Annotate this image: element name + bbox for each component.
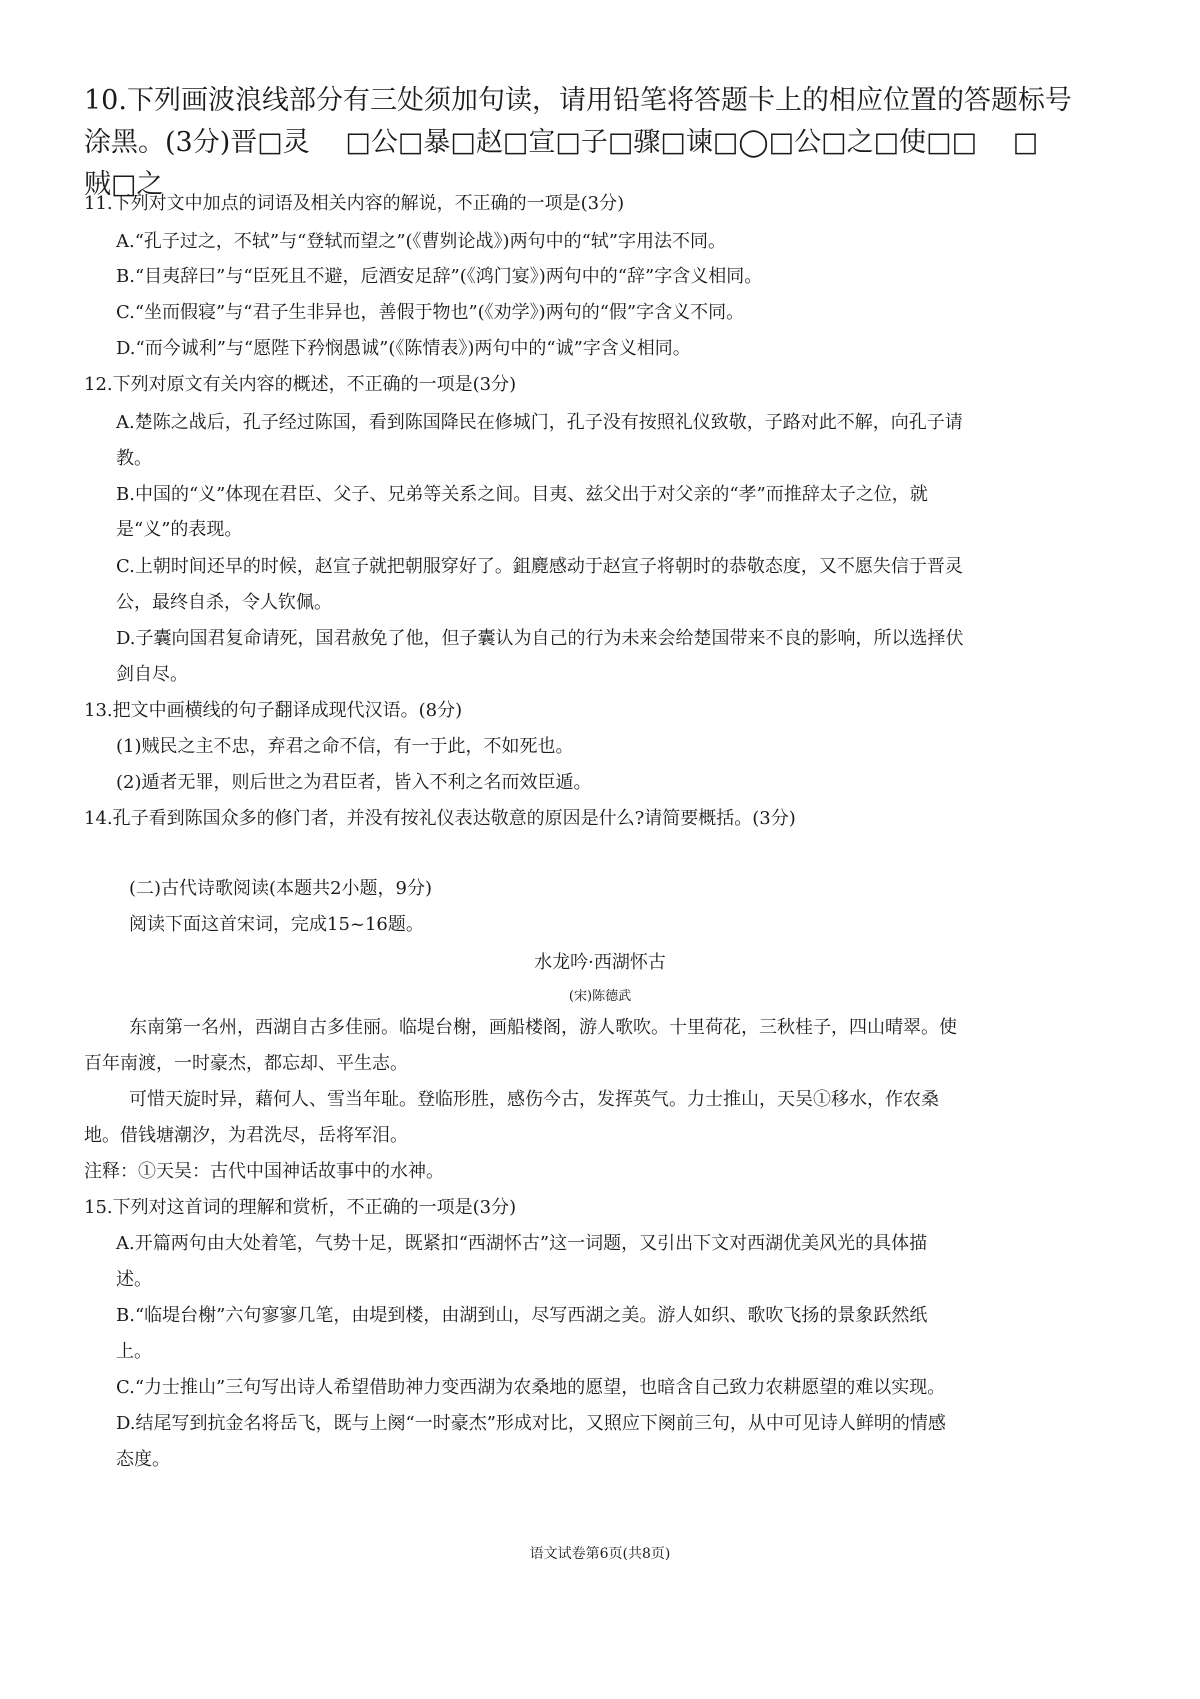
poem-stanza-2-line-1: 可惜天旋时异，藉何人、雪当年耻。登临形胜，感伤今古，发挥英气。力士推山，天吴①移水，作农桑	[129, 1089, 939, 1110]
q15-option-b-line-1: B.“临堤台榭”六句寥寥几笔，由堤到楼，由湖到山，尽写西湖之美。游人如织、歌吹飞扬的景象跃然纸	[116, 1305, 928, 1326]
q12-option-d-line-2: 剑自尽。	[116, 664, 188, 685]
q15-option-d-line-2: 态度。	[116, 1449, 170, 1470]
q15-option-a-line-1: A.开篇两句由大处着笔，气势十足，既紧扣“西湖怀古”这一词题，又引出下文对西湖优美风光的具体描	[116, 1233, 928, 1254]
q13-sentence-2: (2)遁者无罪，则后世之为君臣者，皆入不利之名而效臣遁。	[116, 772, 592, 793]
poem-annotation: 注释：①天吴：古代中国神话故事中的水神。	[84, 1161, 444, 1182]
q15-option-d-line-1: D.结尾写到抗金名将岳飞，既与上阕“一时豪杰”形成对比，又照应下阕前三句，从中可见诗人鲜明的情感	[116, 1413, 946, 1434]
q11-option-c: C.“坐而假寝”与“君子生非异也，善假于物也”(《劝学》)两句的“假”字含义不同。	[116, 302, 745, 323]
q11-option-b: B.“目夷辞曰”与“臣死且不避，卮酒安足辞”(《鸿门宴》)两句中的“辞”字含义相同。	[116, 266, 763, 287]
q11-stem: 11.下列对文中加点的词语及相关内容的解说，不正确的一项是(3分)	[84, 193, 625, 214]
q11-option-a: A.“孔子过之，不轼”与“登轼而望之”(《曹刿论战》)两句中的“轼”字用法不同。	[116, 231, 726, 252]
q15-stem: 15.下列对这首词的理解和赏析，不正确的一项是(3分)	[84, 1197, 517, 1218]
q12-option-b-line-2: 是“义”的表现。	[116, 519, 243, 540]
q10-line-1: 10.下列画波浪线部分有三处须加句读，请用铅笔将答题卡上的相应位置的答题标号	[84, 85, 1072, 116]
q14-stem: 14.孔子看到陈国众多的修门者，并没有按礼仪表达敬意的原因是什么?请简要概括。(3分)	[84, 808, 796, 829]
section-instruction: 阅读下面这首宋词，完成15~16题。	[129, 914, 424, 935]
q12-stem: 12.下列对原文有关内容的概述，不正确的一项是(3分)	[84, 374, 517, 395]
q13-sentence-1: (1)贼民之主不忠，弃君之命不信，有一于此，不如死也。	[116, 736, 574, 757]
poem-stanza-2-line-2: 地。借钱塘潮汐，为君洗尽，岳将军泪。	[84, 1125, 408, 1146]
q12-option-d-line-1: D.子囊向国君复命请死，国君赦免了他，但子囊认为自己的行为未来会给楚国带来不良的影响，所以选择伏	[116, 628, 964, 649]
q12-option-a-line-2: 教。	[116, 448, 152, 469]
q15-option-a-line-2: 述。	[116, 1269, 152, 1290]
q12-option-c-line-1: C.上朝时间还早的时候，赵宣子就把朝服穿好了。鉏麑感动于赵宣子将朝时的恭敬态度，又不愿失信于晋灵	[116, 556, 963, 577]
q15-option-b-line-2: 上。	[116, 1341, 152, 1362]
q10-line-3: 贼□之	[84, 169, 164, 200]
q11-option-d: D.“而今诚利”与“愿陛下矜悯愚诚”(《陈情表》)两句中的“诚”字含义相同。	[116, 338, 691, 359]
q12-option-a-line-1: A.楚陈之战后，孔子经过陈国，看到陈国降民在修城门，孔子没有按照礼仪致敬，子路对此不解，向孔子请	[116, 412, 963, 433]
q10-line-2: 涂黑。(3分)晋□灵 □公□暴□赵□宣□子□骤□谏□◯□公□之□使□□ □	[84, 127, 1039, 158]
page-footer: 语文试卷第6页(共8页)	[529, 1546, 671, 1562]
poem-stanza-1-line-2: 百年南渡，一时豪杰，都忘却、平生志。	[84, 1053, 408, 1074]
q13-stem: 13.把文中画横线的句子翻译成现代汉语。(8分)	[84, 700, 463, 721]
q12-option-b-line-1: B.中国的“义”体现在君臣、父子、兄弟等关系之间。目夷、兹父出于对父亲的“孝”而推辞太子之位，就	[116, 484, 928, 505]
q15-option-c-line-1: C.“力士推山”三句写出诗人希望借助神力变西湖为农桑地的愿望，也暗含自己致力农耕愿望的难以实现。	[116, 1377, 946, 1398]
poem-title: 水龙吟·西湖怀古	[534, 952, 666, 973]
question-10	[84, 80, 1134, 206]
poem-author: (宋)陈德武	[568, 989, 632, 1004]
section-heading: (二)古代诗歌阅读(本题共2小题，9分)	[129, 878, 432, 899]
q12-option-c-line-2: 公，最终自杀，令人钦佩。	[116, 592, 332, 613]
poem-stanza-1-line-1: 东南第一名州，西湖自古多佳丽。临堤台榭，画船楼阁，游人歌吹。十里荷花，三秋桂子，四山晴翠。使	[129, 1017, 957, 1038]
